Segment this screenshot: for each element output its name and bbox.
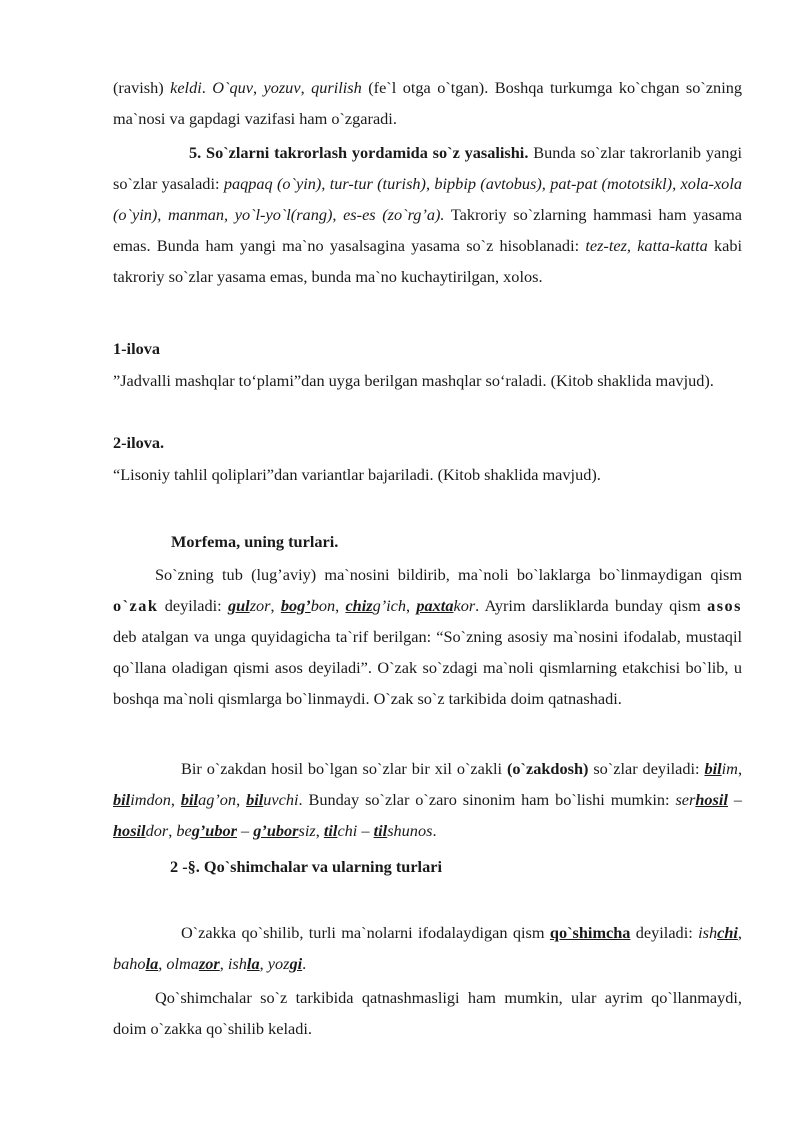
root-part: ish <box>227 954 247 973</box>
text: Bunda so`zlar takrorlanib yangi so`zlar yasaladi: <box>113 143 743 193</box>
text: , <box>406 596 417 615</box>
text: , <box>158 954 167 973</box>
text: , <box>335 596 346 615</box>
affix-part: ser <box>675 790 696 809</box>
root-part: til <box>373 821 388 840</box>
text: so`zlar deyiladi: <box>588 759 705 778</box>
paragraph-affix-usage: Qo`shimchalar so`z tarkibida qatnashmasligi ham mumkin, ular ayrim qo`llanmaydi, doim o`zakka qo`shilib keladi. <box>113 988 742 1038</box>
text: , <box>168 821 177 840</box>
text: , <box>219 954 228 973</box>
root-part: bog’ <box>280 596 311 615</box>
root-part: baho <box>113 954 146 973</box>
root-part: bil <box>180 790 199 809</box>
text: , <box>315 821 324 840</box>
paragraph-root <box>113 559 742 714</box>
affix-part: uvchi <box>263 790 299 809</box>
example-word: O`quv <box>212 78 253 97</box>
text: kabi takroriy so`zlar yasama emas, bunda ma`no kuchaytirilgan, xolos. <box>113 236 742 286</box>
text: deb atalgan va unga quyidagicha ta`rif berilgan: “So`zning asosiy ma`nosini ifodalab, mustaqil qo`llana oladigan qismi asos deyiladi”. O`zak so`zdagi ma`noli qismlarning etakchisi bo`lib, u boshqa ma`noli qismlarga bo`linmaydi. O`zak so`z tarkibida doim qatnashadi. <box>113 627 742 708</box>
root-part: bil <box>113 790 131 809</box>
section-heading: 5. So`zlarni takrorlash yordamida so`z yasalishi. <box>189 143 529 162</box>
text: (ravish) <box>113 78 171 97</box>
text: O`zakka qo`shilib, turli ma`nolarni ifodalaydigan qism <box>181 923 550 942</box>
text: Takroriy so`zlarning hammasi ham yasama emas. Bunda ham yangi ma`no yasalsagina yasama so`z hisoblanadi: <box>113 205 742 255</box>
heading-morpheme: Morfema, uning turlari. <box>171 532 339 551</box>
term-root: o`zak <box>113 596 159 615</box>
term-cognate: (o`zakdosh) <box>507 759 589 778</box>
text: deyiladi: <box>158 596 228 615</box>
text: deyiladi: <box>630 923 699 942</box>
root-part: bil <box>246 790 264 809</box>
affix-part: la <box>145 954 159 973</box>
dash: – <box>727 790 743 809</box>
appendix-1-text: ”Jadvalli mashqlar to‘plami”dan uyga berilgan mashqlar so‘raladi. (Kitob shaklida mavjud). <box>113 371 714 390</box>
root-part: ish <box>698 923 718 942</box>
affix-part: la <box>246 954 260 973</box>
text: So`zning tub (lug’aviy) ma`nosini bildirib, ma`noli bo`laklarga bo`linmaydigan qism <box>155 565 742 584</box>
text: . <box>302 954 307 973</box>
affix-part: gi <box>289 954 303 973</box>
text: (fe`l otga o`tgan). Boshqa turkumga ko`chgan so`zning ma`nosi va gapdagi vazifasi ham o`zgaradi. <box>113 78 743 128</box>
paragraph-reduplication <box>113 137 742 292</box>
affix-part: chi <box>717 923 738 942</box>
affix-part: zor <box>249 596 271 615</box>
text: , <box>300 78 312 97</box>
affix-part: kor <box>453 596 476 615</box>
example-list: paqpaq (o`yin), tur-tur (turish), bipbip (avtobus), pat-pat (mototsikl), xola-xola (o`yin), manman, yo`l-yo`l(rang), es-es (zo`rg’a). <box>113 174 742 224</box>
example-word: yozuv <box>263 78 301 97</box>
appendix-title-text: 2-ilova. <box>113 433 165 452</box>
dash: – <box>236 821 254 840</box>
text: , <box>270 596 281 615</box>
affix-part: dor <box>145 821 169 840</box>
text: , <box>252 78 264 97</box>
root-part: til <box>323 821 338 840</box>
appendix-2-title <box>113 427 742 458</box>
root-part: gul <box>227 596 250 615</box>
paragraph-cognates <box>113 753 742 846</box>
text: , <box>259 954 268 973</box>
root-part: hosil <box>113 821 146 840</box>
example-word: qurilish <box>311 78 362 97</box>
example-list: tez-tez, katta-katta <box>585 236 708 255</box>
affix-part: be <box>176 821 192 840</box>
term-base: asos <box>707 596 743 615</box>
root-part: g’ubor <box>253 821 299 840</box>
affix-part: imdon <box>130 790 171 809</box>
text: , <box>737 923 742 942</box>
text: . Bunday so`zlar o`zaro sinonim ham bo`lishi mumkin: <box>298 790 676 809</box>
affix-part: siz <box>298 821 316 840</box>
root-part: yoz <box>267 954 290 973</box>
affix-part: im <box>721 759 738 778</box>
root-part: g’ubor <box>191 821 237 840</box>
paragraph-conversion <box>113 72 742 134</box>
affix-part: zor <box>198 954 220 973</box>
appendix-2-text: “Lisoniy tahlil qoliplari”dan variantlar bajariladi. (Kitob shaklida mavjud). <box>113 465 601 484</box>
root-part: olma <box>166 954 199 973</box>
text: . <box>432 821 437 840</box>
affix-part: ag’on <box>198 790 237 809</box>
text: , <box>737 759 743 778</box>
affix-part: chi <box>337 821 358 840</box>
affix-part: bon <box>310 596 336 615</box>
heading-affixes: 2 -§. Qo`shimchalar va ularning turlari <box>170 857 442 876</box>
root-part: bil <box>704 759 722 778</box>
dash: – <box>357 821 374 840</box>
root-part: hosil <box>695 790 728 809</box>
example-word: keldi <box>170 78 202 97</box>
text: Bir o`zakdan hosil bo`lgan so`zlar bir xil o`zakli <box>181 759 507 778</box>
text: . <box>201 78 213 97</box>
affix-part: shunos <box>387 821 433 840</box>
text: . Ayrim darsliklarda bunday qism <box>475 596 708 615</box>
text: , <box>236 790 247 809</box>
affix-part: g’ich <box>372 596 407 615</box>
paragraph-affix-definition <box>113 917 742 979</box>
root-part: paxta <box>416 596 454 615</box>
root-part: chiz <box>345 596 373 615</box>
appendix-1-title <box>113 333 742 364</box>
term-affix: qo`shimcha <box>549 923 631 942</box>
text: , <box>170 790 181 809</box>
appendix-title-text: 1-ilova <box>113 339 161 358</box>
